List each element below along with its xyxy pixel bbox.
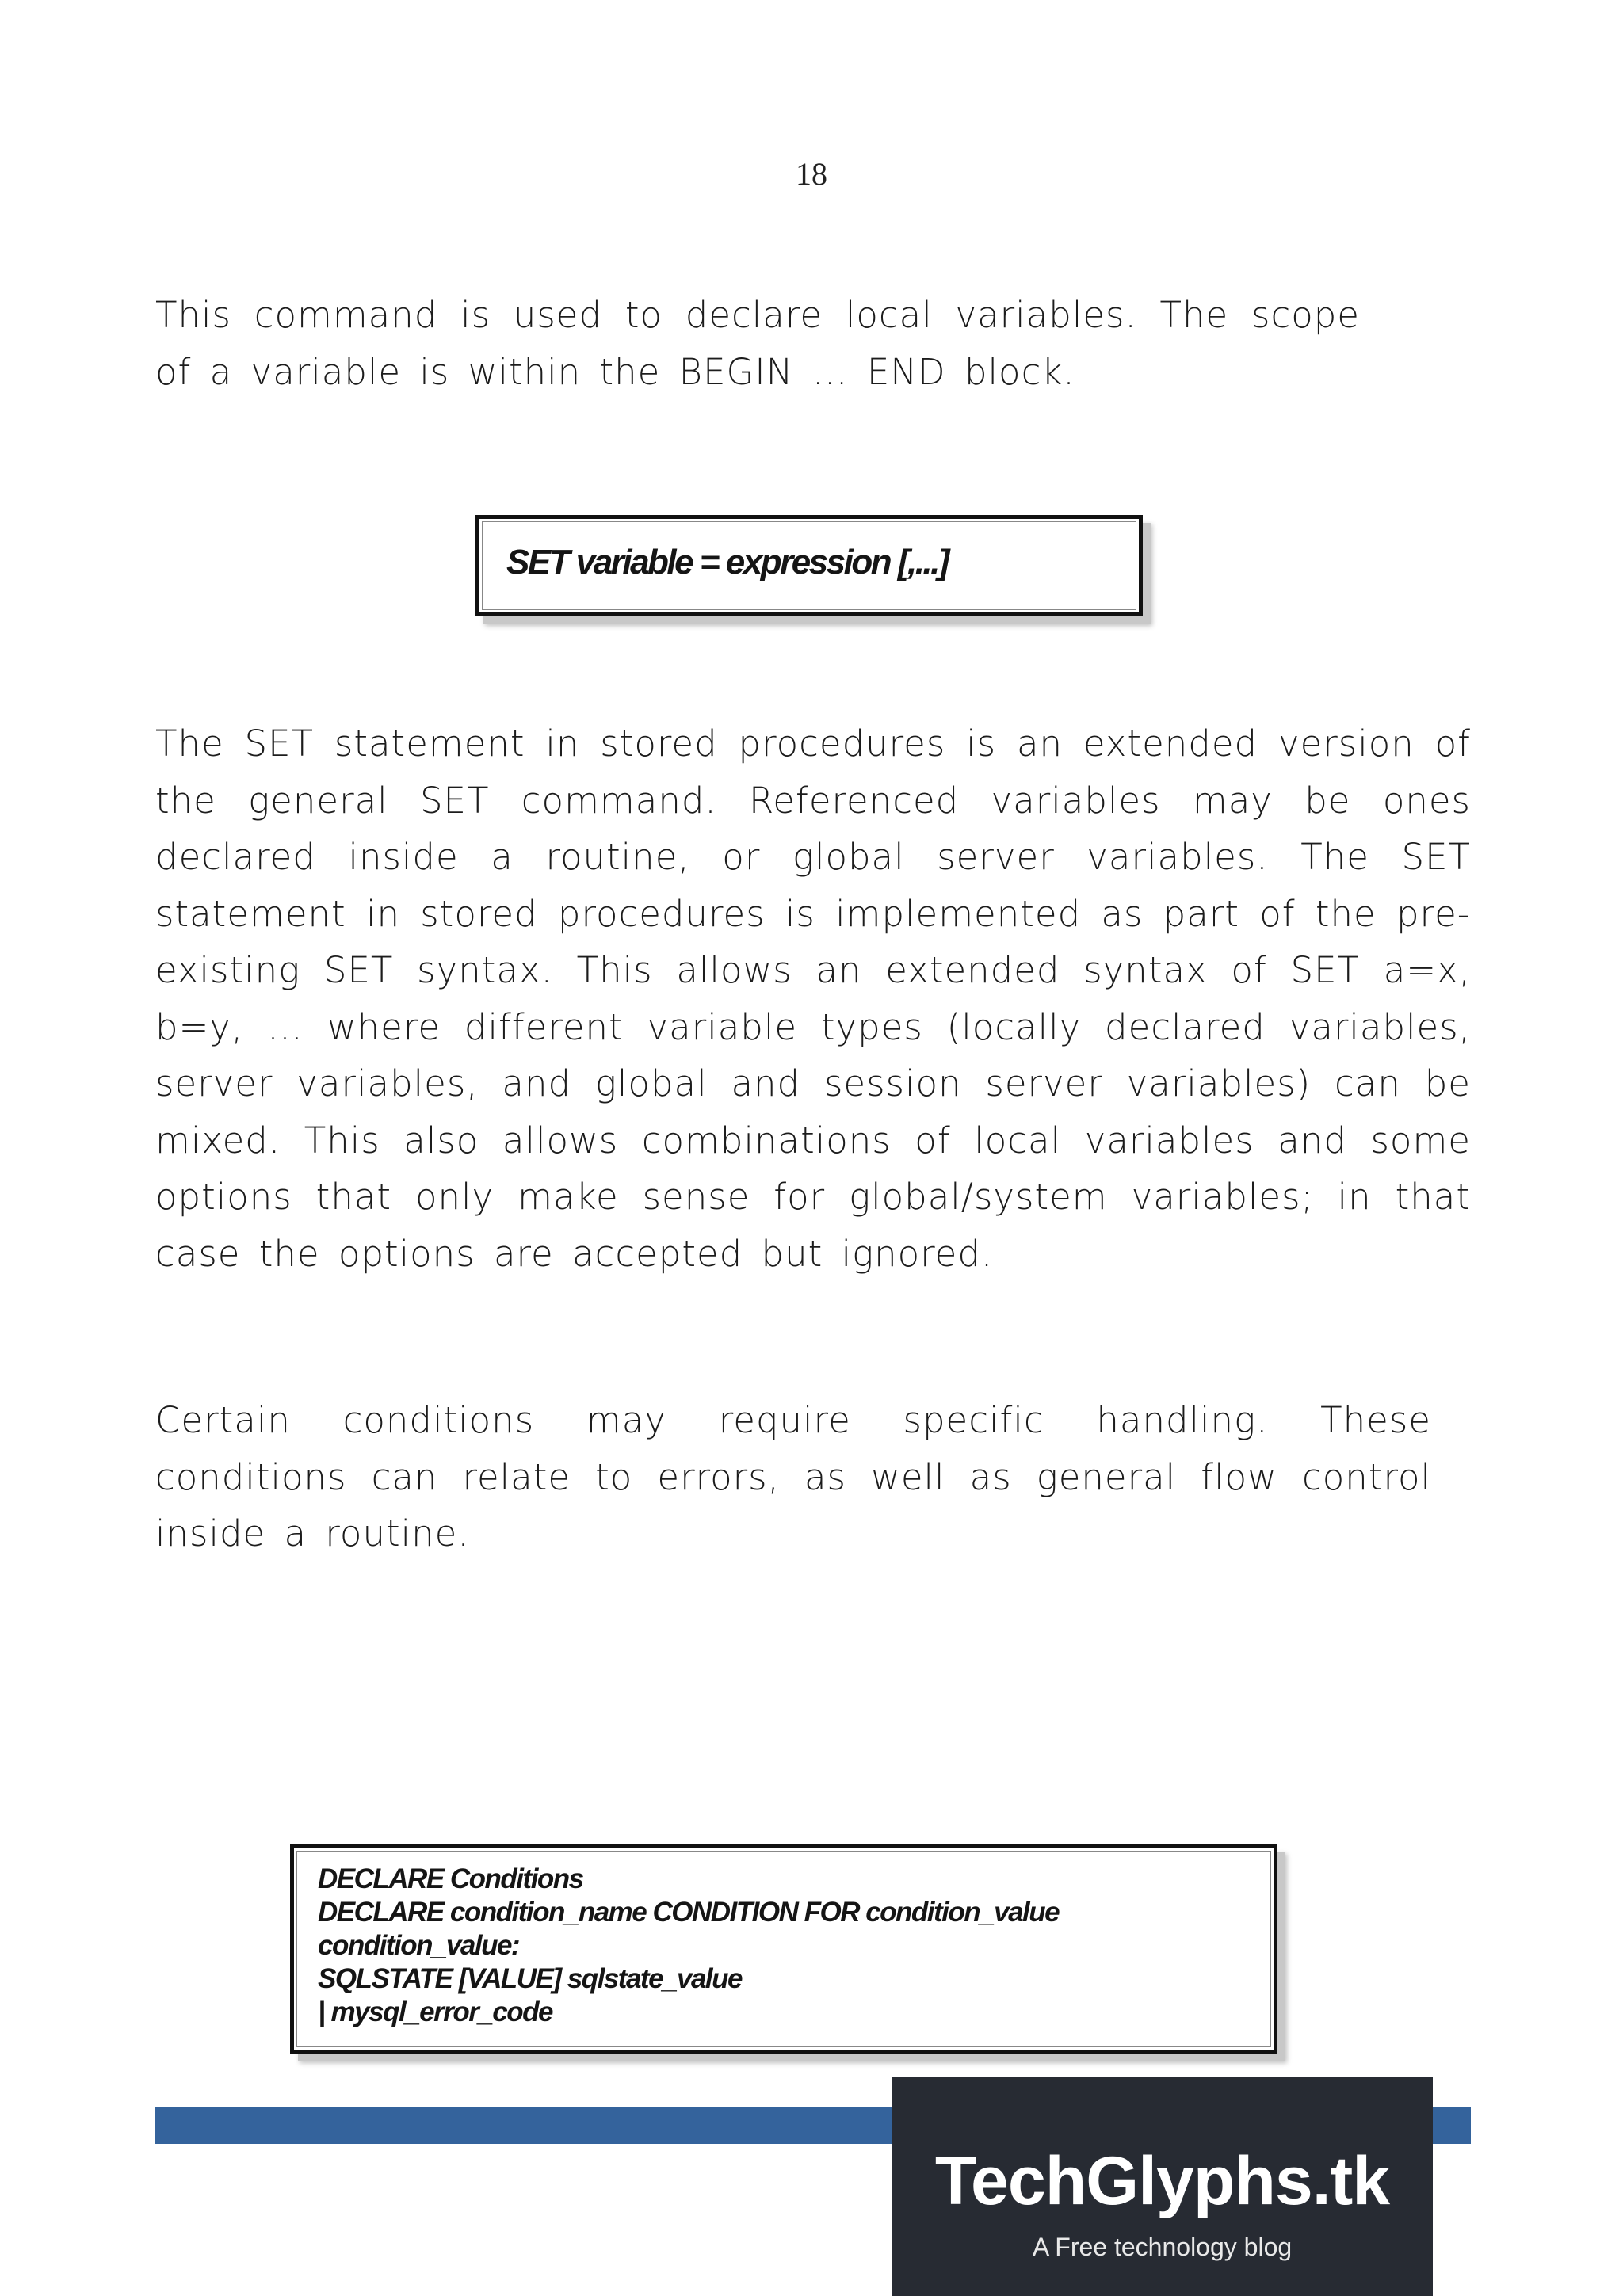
code-line: condition_value: <box>318 1930 520 1961</box>
watermark-tagline: A Free technology blog <box>1032 2233 1293 2261</box>
code-line: DECLARE condition_name CONDITION FOR condition_value <box>318 1897 1060 1928</box>
set-statement-paragraph: The SET statement in stored procedures is an extended version of the general SET command. Referenced variables may be ones declared inside a routine, or global server variables. The SET statement in stored procedures is implemented as part of the pre-existing SET syntax. This allows an extended syntax of SET a=x, b=y, … where different variable types (locally declared variables, server variables, and global and session server variables) can be mixed. This also allows combinations of local variables and some options that only make sense for global/system variables; in that case the options are accepted but ignored. <box>155 723 1471 1275</box>
techglyphs-watermark <box>892 2077 1433 2296</box>
declare-conditions-code <box>318 1863 1059 2029</box>
set-syntax-code: SET variable = expression [,...] <box>506 543 949 582</box>
conditions-paragraph: Certain conditions may require specific handling. These conditions can relate to errors, as well as general flow control inside a routine. <box>155 1399 1431 1554</box>
code-line: | mysql_error_code <box>318 1997 552 2027</box>
watermark-brand: TechGlyphs.tk <box>934 2143 1390 2219</box>
set-syntax-box <box>475 515 1143 616</box>
code-line: DECLARE Conditions <box>318 1863 583 1894</box>
page-number: 18 <box>796 156 827 192</box>
declare-conditions-box <box>290 1844 1277 2054</box>
intro-paragraph: This command is used to declare local variables. The scope of a variable is within the BEGIN … END block. <box>155 294 1360 393</box>
code-line: SQLSTATE [VALUE] sqlstate_value <box>318 1963 742 1994</box>
